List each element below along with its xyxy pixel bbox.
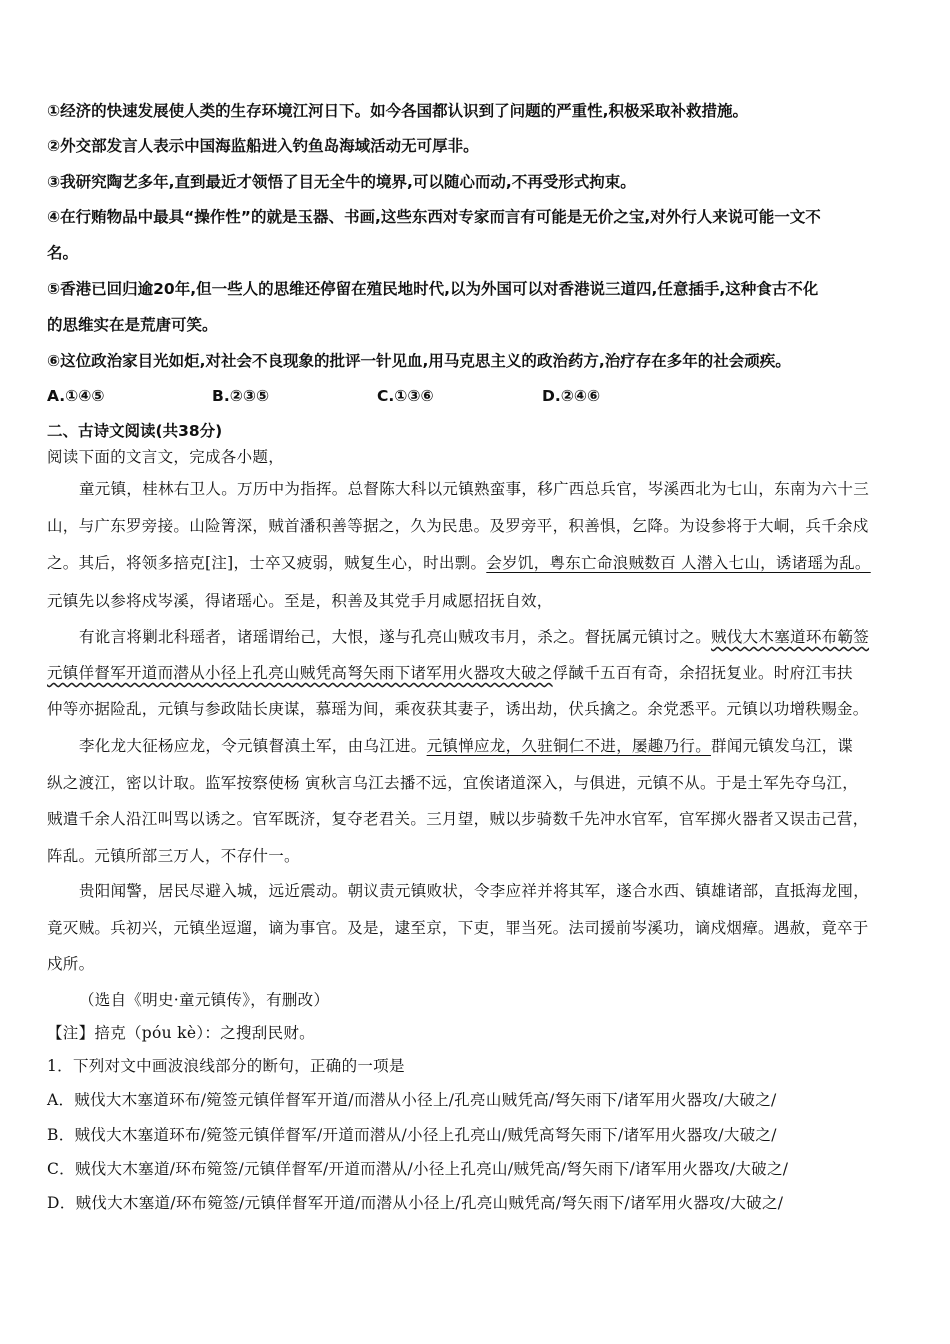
footnote: 【注】掊克（póu kè）：之搜刮民财。 bbox=[47, 1024, 315, 1042]
passage-line: 贵阳闻警，居民尽避入城，远近震动。朝议责元镇败状，令李应祥并将其军，遂合水西、镇雄诸部，直抵海龙囤， bbox=[79, 882, 870, 900]
passage-segment: 有讹言将剿北科瑶者，诸瑶谓绐己，大恨，遂与孔亮山贼攻韦月，杀之。督抚属元镇讨之。 bbox=[79, 628, 712, 646]
passage-line bbox=[47, 552, 871, 574]
passage-line bbox=[79, 735, 853, 757]
statement-4: ④在行贿物品中最具“操作性”的就是玉器、书画,这些东西对专家而言有可能是无价之宝,对外行人来说可能一文不 bbox=[47, 208, 821, 226]
passage-line: 贼遣千余人沿江叫骂以诱之。官军既济，复夺老君关。三月望，贼以步骑数千先冲水官军，官军掷火器者又误击己营， bbox=[47, 810, 869, 828]
wavy-underlined-segment: 元镇佯督军开道而潜从小径上孔亮山贼凭高弩矢雨下诸军用火器攻大破之 bbox=[47, 664, 553, 682]
choice-d[interactable]: D.②④⑥ bbox=[542, 387, 601, 405]
question-stem: 1．下列对文中画波浪线部分的断句，正确的一项是 bbox=[47, 1057, 405, 1075]
section-title: 二、古诗文阅读(共38分) bbox=[47, 422, 223, 440]
wavy-underlined-segment: 贼伐大木塞道环布簕签 bbox=[711, 628, 870, 646]
passage-line: 纵之渡江，密以计取。监军按察使杨 寅秋言乌江去播不远，宜俟诸道深入，与俱进，元镇不从。于是土军先夺乌江， bbox=[47, 774, 859, 792]
passage-line: 戍所。 bbox=[47, 955, 95, 973]
instruction-text: 阅读下面的文言文，完成各小题， bbox=[47, 448, 285, 466]
statement-3: ③我研究陶艺多年,直到最近才领悟了目无全牛的境界,可以随心而动,不再受形式拘束。 bbox=[47, 173, 636, 191]
passage-line: 阵乱。元镇所部三万人，不存什一。 bbox=[47, 847, 300, 865]
question-option-c[interactable]: C．贼伐大木塞道/环布箢签/元镇佯督军/开道而潜从/小径上孔亮山/贼凭高/弩矢雨下/诸军用火器攻/大破之/ bbox=[47, 1160, 789, 1178]
statement-6: ⑥这位政治家目光如炬,对社会不良现象的批评一针见血,用马克思主义的政治药方,治疗存在多年的社会顽疾。 bbox=[47, 352, 791, 370]
passage-line: 竟灭贼。兵初兴，元镇坐逗遛，谪为事官。及是，逮至京，下吏，罪当死。法司援前岑溪功，谪戍烟瘴。遇赦，竟卒于 bbox=[47, 919, 869, 937]
source-citation: （选自《明史·童元镇传》，有删改） bbox=[79, 991, 330, 1009]
question-option-a[interactable]: A．贼伐大木塞道环布/箢签元镇佯督军开道/而潜从小径上/孔亮山贼凭高/弩矢雨下/诸军用火器攻/大破之/ bbox=[47, 1091, 777, 1109]
passage-line: 仲等亦据险乱，元镇与参政陆长庚谋，慕瑶为间，乘夜获其妻子，诱出劫，伏兵擒之。余党悉平。元镇以功增秩赐金。 bbox=[47, 700, 869, 718]
passage-line: 元镇先以参将戍岑溪，得诸瑶心。至是，积善及其党手月咸愿招抚自效， bbox=[47, 592, 553, 610]
question-option-b[interactable]: B．贼伐大木塞道环布/箢签元镇佯督军/开道而潜从/小径上孔亮山/贼凭高弩矢雨下/诸军用火器攻/大破之/ bbox=[47, 1126, 777, 1144]
passage-line bbox=[47, 662, 853, 684]
statement-5: ⑤香港已回归逾20年,但一些人的思维还停留在殖民地时代,以为外国可以对香港说三道四,任意插手,这种食古不化 bbox=[47, 280, 819, 298]
question-option-d[interactable]: D．贼伐大木塞道/环布箢签/元镇佯督军开道/而潜从小径上/孔亮山贼凭高/弩矢雨下/诸军用火器攻/大破之/ bbox=[47, 1194, 784, 1212]
passage-line bbox=[79, 626, 869, 648]
choice-a[interactable]: A.①④⑤ bbox=[47, 387, 105, 405]
passage-segment: 之。其后，将领多掊克[注]，士卒又疲弱，贼复生心，时出剽。 bbox=[47, 554, 487, 572]
passage-segment: 俘馘千五百有奇，余招抚复业。时府江韦扶 bbox=[552, 664, 853, 682]
passage-segment: 群闻元镇发乌江，谍 bbox=[711, 737, 854, 755]
choice-b[interactable]: B.②③⑤ bbox=[212, 387, 270, 405]
statement-1: ①经济的快速发展使人类的生存环境江河日下。如今各国都认识到了问题的严重性,积极采取补救措施。 bbox=[47, 102, 749, 120]
statement-2: ②外交部发言人表示中国海监船进入钓鱼岛海域活动无可厚非。 bbox=[47, 137, 479, 155]
passage-segment: 李化龙大征杨应龙，令元镇督滇土军，由乌江进。 bbox=[79, 737, 427, 755]
passage-line: 童元镇，桂林右卫人。万历中为指挥。总督陈大科以元镇熟蛮事，移广西总兵官，岑溪西北为七山，东南为六十三 bbox=[79, 480, 870, 498]
statement-4-cont: 名。 bbox=[47, 244, 79, 262]
underlined-segment: 元镇惮应龙，久驻铜仁不进，屡趣乃行。 bbox=[426, 737, 712, 755]
passage-line: 山，与广东罗旁接。山险箐深，贼首潘积善等据之，久为民患。及罗旁平，积善惧，乞降。为设参将于大峒，兵千余戍 bbox=[47, 517, 869, 535]
underlined-segment: 会岁饥，粤东亡命浪贼数百 人潜入七山，诱诸瑶为乱。 bbox=[486, 554, 871, 572]
choice-c[interactable]: C.①③⑥ bbox=[377, 387, 434, 405]
statement-5-cont: 的思维实在是荒唐可笑。 bbox=[47, 316, 218, 334]
answer-choices bbox=[47, 385, 600, 407]
